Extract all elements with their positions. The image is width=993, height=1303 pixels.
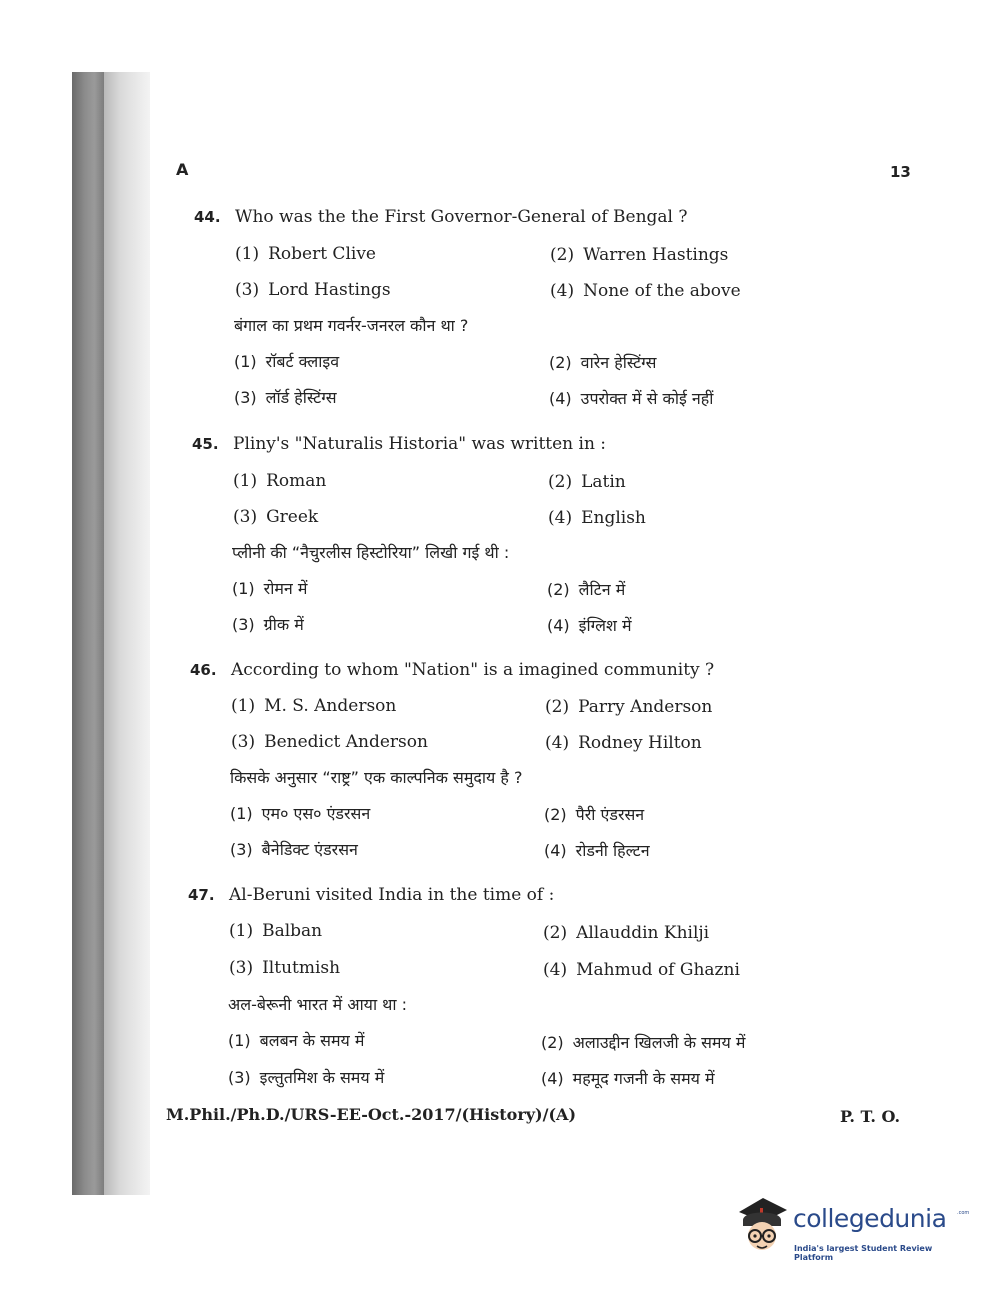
option-3: (3) Lord Hastings bbox=[235, 280, 391, 300]
option-4-hindi: (4) महमूद गजनी के समय में bbox=[541, 1069, 715, 1088]
question-text: Pliny's "Naturalis Historia" was written in : bbox=[233, 434, 607, 454]
option-1-hindi: (1) रोमन में bbox=[232, 579, 308, 598]
option-2-hindi: (2) वारेन हेस्टिंग्स bbox=[549, 353, 657, 372]
option-2-hindi: (2) अलाउद्दीन खिलजी के समय में bbox=[541, 1033, 746, 1052]
question-text-hindi: किसके अनुसार “राष्ट्र” एक काल्पनिक समुदाय है ? bbox=[230, 768, 523, 787]
please-turn-over: P. T. O. bbox=[840, 1107, 901, 1126]
scan-binding-shadow bbox=[72, 72, 104, 1195]
option-1: (1) Balban bbox=[229, 921, 323, 941]
option-1-hindi: (1) एम० एस० एंडरसन bbox=[230, 804, 371, 823]
option-4-hindi: (4) रोडनी हिल्टन bbox=[544, 841, 650, 860]
option-2: (2) Allauddin Khilji bbox=[543, 923, 710, 943]
option-2-hindi: (2) पैरी एंडरसन bbox=[544, 805, 645, 824]
paper-code: M.Phil./Ph.D./URS-EE-Oct.-2017/(History)/(A) bbox=[166, 1105, 577, 1124]
option-4: (4) English bbox=[548, 508, 646, 528]
question-text: Al-Beruni visited India in the time of : bbox=[229, 885, 555, 905]
question-number: 45. bbox=[192, 435, 219, 453]
option-2: (2) Warren Hastings bbox=[550, 245, 729, 265]
option-4-hindi: (4) उपरोक्त में से कोई नहीं bbox=[549, 389, 714, 408]
logo-suffix: .com bbox=[957, 1210, 970, 1216]
collegedunia-logo[interactable] bbox=[733, 1196, 970, 1266]
option-3-hindi: (3) लॉर्ड हेस्टिंग्स bbox=[234, 388, 337, 407]
option-1: (1) Robert Clive bbox=[235, 244, 376, 264]
question-number: 44. bbox=[194, 208, 221, 226]
option-4: (4) None of the above bbox=[550, 281, 741, 301]
option-1: (1) Roman bbox=[233, 471, 327, 491]
option-4: (4) Mahmud of Ghazni bbox=[543, 960, 740, 980]
option-3-hindi: (3) इल्तुतमिश के समय में bbox=[228, 1068, 385, 1087]
question-text-hindi: अल-बेरूनी भारत में आया था : bbox=[228, 995, 408, 1014]
question-text-hindi: प्लीनी की “नैचुरलीस हिस्टोरिया” लिखी गई थी : bbox=[232, 543, 510, 562]
question-number: 46. bbox=[190, 661, 217, 679]
option-1-hindi: (1) बलबन के समय में bbox=[228, 1031, 365, 1050]
option-2: (2) Latin bbox=[548, 472, 626, 492]
question-text-hindi: बंगाल का प्रथम गवर्नर-जनरल कौन था ? bbox=[234, 316, 469, 335]
option-4: (4) Rodney Hilton bbox=[545, 733, 702, 753]
set-letter: A bbox=[176, 160, 189, 179]
question-text: According to whom "Nation" is a imagined community ? bbox=[231, 660, 715, 680]
logo-wordmark: collegedunia bbox=[793, 1204, 947, 1233]
question-number: 47. bbox=[188, 886, 215, 904]
mascot-icon bbox=[733, 1196, 793, 1256]
option-3: (3) Iltutmish bbox=[229, 958, 341, 978]
option-2: (2) Parry Anderson bbox=[545, 697, 713, 717]
question-text: Who was the the First Governor-General of Bengal ? bbox=[235, 207, 688, 227]
option-3: (3) Benedict Anderson bbox=[231, 732, 428, 752]
scan-binding-edge bbox=[104, 72, 150, 1195]
option-1-hindi: (1) रॉबर्ट क्लाइव bbox=[234, 352, 340, 371]
logo-tagline: India's largest Student Review Platform bbox=[794, 1244, 933, 1262]
page-number: 13 bbox=[890, 163, 911, 181]
option-3-hindi: (3) बैनेडिक्ट एंडरसन bbox=[230, 840, 358, 859]
option-3-hindi: (3) ग्रीक में bbox=[232, 615, 304, 634]
option-4-hindi: (4) इंग्लिश में bbox=[547, 616, 632, 635]
option-1: (1) M. S. Anderson bbox=[231, 696, 397, 716]
option-3: (3) Greek bbox=[233, 507, 319, 527]
option-2-hindi: (2) लैटिन में bbox=[547, 580, 626, 599]
